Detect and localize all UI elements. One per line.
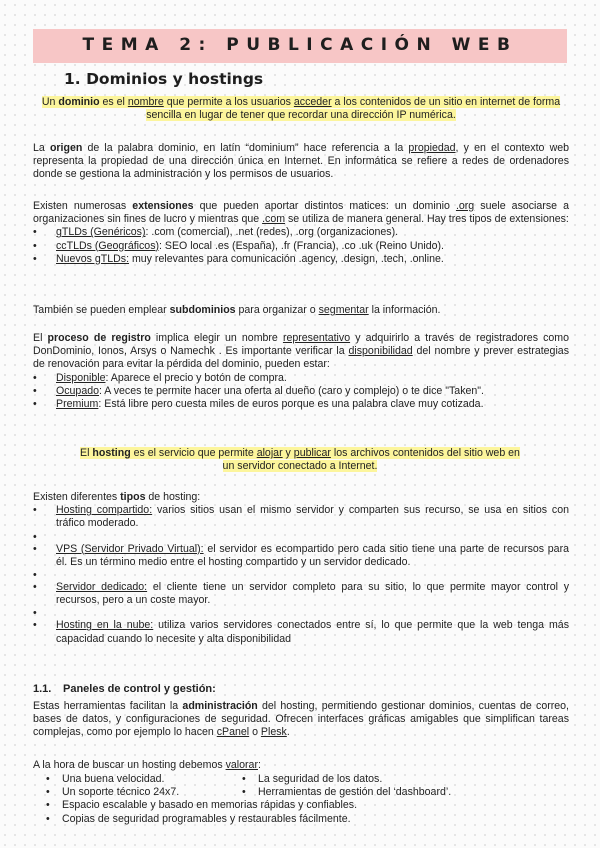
section-heading-dominios: 1. Dominios y hostings <box>64 70 264 88</box>
subsection-heading-paneles: 1.1. Paneles de control y gestión: <box>33 683 216 695</box>
tipos-list <box>33 504 569 646</box>
extensiones-paragraph: Existen numerosas extensiones que pueden aportar distintos matices: un dominio .org suele asociarse a organizaciones sin fines de lucro y mientras que .com se utiliza de manera general. Hay tres tipos de extensiones: • gTLDs (Genéricos): .com (comercial), .net (redes), .org (organizaciones). • ccTLDs (Geográficos): SEO local .es (España), .fr (Francia), .co .uk (Reino Unido). • Nuevos gTLDs: muy relevantes para comunicación .agency, .design, .tech, .online. <box>33 200 569 266</box>
list-item: • Espacio escalable y basado en memorias rápidas y confiables. <box>46 799 358 812</box>
registro-paragraph: El proceso de registro implica elegir un nombre representativo y adquirirlo a través de registradores como DonDominio, Ionos, Arsys o Namechk . Es importante verificar la disponibilidad del nombre y prever estrategias de renovación para evitar la pérdida del dominio, pueden estar: • Disponible: Aparece el precio y botón de compra. • Ocupado: A veces te permite hacer una oferta al dueño (caro y complejo) o te dice "Taken". • Premium: Está libre pero cuesta miles de euros porque es una palabra clave muy cotizada. <box>33 332 569 411</box>
list-item: • Una buena velocidad. • La seguridad de los datos. <box>46 773 383 785</box>
list-item: • Hosting compartido: varios sitios usan el mismo servidor y comparten sus recurso, se usa en sitios con tráfico moderado. <box>33 504 569 530</box>
tipos-hosting <box>33 491 569 646</box>
tipos-intro: Existen diferentes tipos de hosting: <box>33 491 201 503</box>
spacer <box>33 569 569 581</box>
list-item: • Servidor dedicado: el cliente tiene un servidor completo para su sitio, lo que permite mayor control y recursos, pero a un coste mayor. <box>33 581 569 607</box>
registro-list <box>33 372 569 412</box>
subdominios-paragraph: También se pueden emplear subdominios para organizar o segmentar la información. <box>33 304 441 316</box>
buscar-hosting-intro: A la hora de buscar un hosting debemos valorar: <box>33 759 261 771</box>
list-item: • Nuevos gTLDs: muy relevantes para comunicación .agency, .design, .tech, .online. <box>33 253 569 266</box>
list-item: • Ocupado: A veces te permite hacer una oferta al dueño (caro y complejo) o te dice "Taken". <box>33 385 569 398</box>
dominio-definition: Un dominio es el nombre que permite a los usuarios acceder a los contenidos de un sitio en internet de forma sencilla en lugar de tener que recordar una dirección IP numérica. <box>41 96 561 122</box>
spacer <box>33 531 569 543</box>
list-item: • Premium: Está libre pero cuesta miles de euros porque es una palabra clave muy cotizada. <box>33 398 569 411</box>
hosting-definition: El hosting es el servicio que permite alojar y publicar los archivos contenidos del sitio web en un servidor conectado a Internet. <box>80 447 520 473</box>
list-item: • Copias de seguridad programables y restaurables fácilmente. <box>46 812 351 825</box>
title-banner <box>33 29 567 63</box>
spacer <box>33 607 569 619</box>
page-title: TEMA 2: PUBLICACIÓN WEB <box>82 35 518 56</box>
paneles-paragraph: Estas herramientas facilitan la administración del hosting, permitiendo gestionar dominios, cuentas de correo, bases de datos, y configuraciones de seguridad. Ofrecen interfaces gráficas amigables que simplifican tareas complejas, como por ejemplo lo hacen cPanel o Plesk. <box>33 700 570 739</box>
origen-paragraph: La origen de la palabra dominio, en latín “dominium” hace referencia a la propiedad, y en el contexto web representa la propiedad de una dirección única en Internet. En informática se refiere a redes de ordenadores donde se gestiona la administración y los permisos de usuarios. <box>33 142 570 181</box>
list-item: • Disponible: Aparece el precio y botón de compra. <box>33 372 569 385</box>
valorar-list <box>46 773 566 826</box>
list-item: • Un soporte técnico 24x7. • Herramientas de gestión del ‘dashboard’. <box>46 786 452 799</box>
list-item: • ccTLDs (Geográficos): SEO local .es (España), .fr (Francia), .co .uk (Reino Unido). <box>33 240 569 253</box>
list-item: • Hosting en la nube: utiliza varios servidores conectados entre sí, lo que permite que la web tenga más capacidad cuando lo necesite y alta disponibilidad <box>33 619 569 645</box>
list-item: • gTLDs (Genéricos): .com (comercial), .net (redes), .org (organizaciones). <box>33 226 569 239</box>
list-item: • VPS (Servidor Privado Virtual): el servidor es ecompartido pero cada sitio tiene una parte de recursos para él. Es un término medio entre el hosting compartido y un servidor dedicado. <box>33 543 569 569</box>
extensiones-list <box>33 226 569 266</box>
